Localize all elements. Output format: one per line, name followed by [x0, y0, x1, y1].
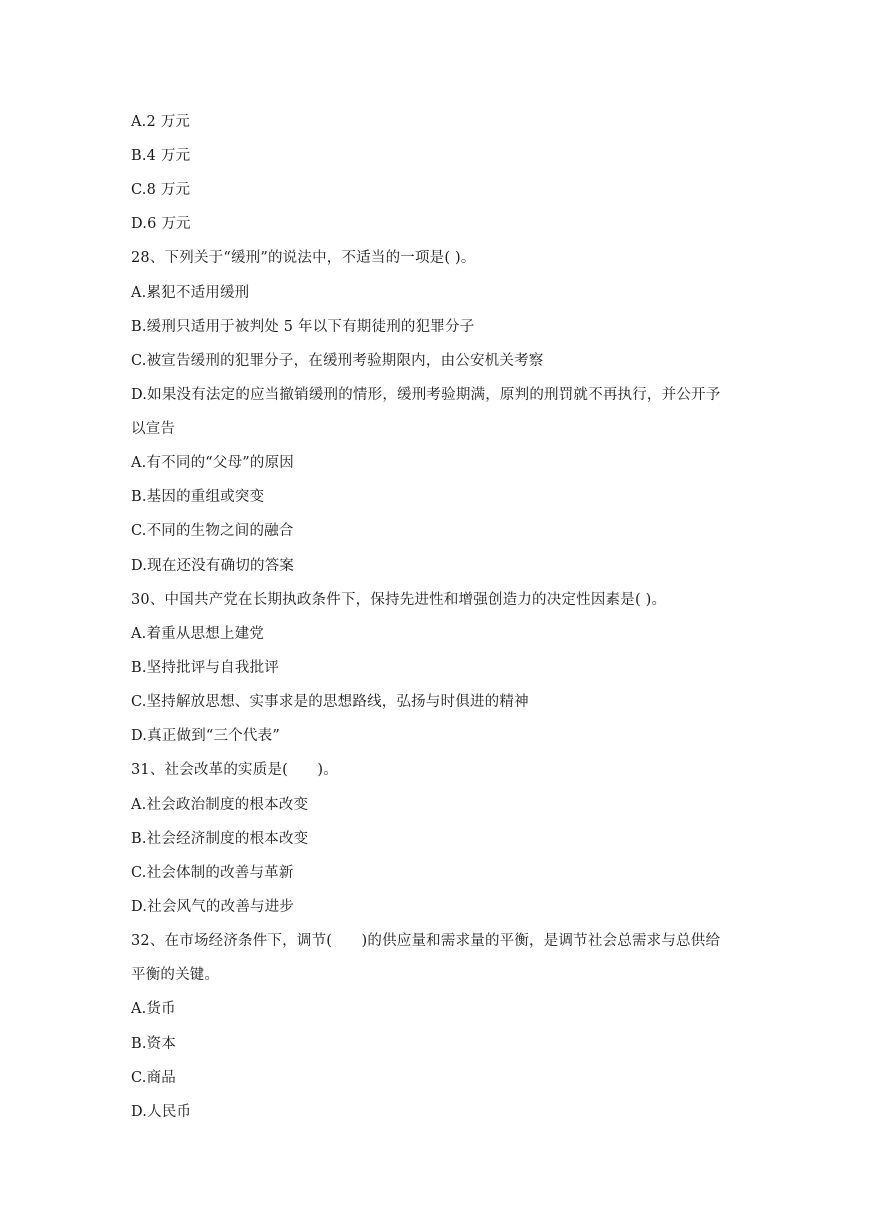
- option-a-q28: A.累犯不适用缓刑: [131, 285, 250, 301]
- option-a-q29: A.有不同的“父母”的原因: [131, 455, 295, 471]
- option-c-q29: C.不同的生物之间的融合: [131, 523, 294, 539]
- option-c-q32: C.商品: [131, 1070, 176, 1086]
- question-28: 28、下列关于“缓刑”的说法中，不适当的一项是( )。: [131, 250, 476, 266]
- option-a-q31: A.社会政治制度的根本改变: [131, 797, 309, 813]
- option-b-q27: B.4 万元: [131, 148, 191, 164]
- option-b-q29: B.基因的重组或突变: [131, 489, 265, 505]
- option-b-q32: B.资本: [131, 1036, 177, 1052]
- option-d-q28-continued: 以宣告: [131, 421, 176, 437]
- option-c-q28: C.被宣告缓刑的犯罪分子，在缓刑考验期限内，由公安机关考察: [131, 353, 544, 369]
- option-d-q30: D.真正做到“三个代表”: [131, 728, 280, 744]
- option-b-q28: B.缓刑只适用于被判处 5 年以下有期徒刑的犯罪分子: [131, 319, 475, 335]
- question-31: 31、社会改革的实质是( )。: [131, 762, 338, 778]
- option-a-q32: A.货币: [131, 1001, 176, 1017]
- option-d-q27: D.6 万元: [131, 216, 191, 232]
- option-a-q30: A.着重从思想上建党: [131, 626, 265, 642]
- question-32-continued: 平衡的关键。: [131, 967, 220, 983]
- option-b-q30: B.坚持批评与自我批评: [131, 660, 279, 676]
- question-30: 30、中国共产党在长期执政条件下，保持先进性和增强创造力的决定性因素是( )。: [131, 592, 667, 608]
- option-a-q27: A.2 万元: [131, 114, 191, 130]
- option-d-q32: D.人民币: [131, 1104, 192, 1120]
- option-c-q31: C.社会体制的改善与革新: [131, 865, 294, 881]
- option-c-q27: C.8 万元: [131, 182, 191, 198]
- option-d-q28: D.如果没有法定的应当撤销缓刑的情形，缓刑考验期满，原判的刑罚就不再执行，并公开予: [131, 387, 721, 403]
- option-b-q31: B.社会经济制度的根本改变: [131, 831, 309, 847]
- option-d-q31: D.社会风气的改善与进步: [131, 899, 295, 915]
- question-32: 32、在市场经济条件下，调节( )的供应量和需求量的平衡，是调节社会总需求与总供给: [131, 933, 721, 949]
- option-d-q29: D.现在还没有确切的答案: [131, 558, 295, 574]
- option-c-q30: C.坚持解放思想、实事求是的思想路线，弘扬与时俱进的精神: [131, 694, 529, 710]
